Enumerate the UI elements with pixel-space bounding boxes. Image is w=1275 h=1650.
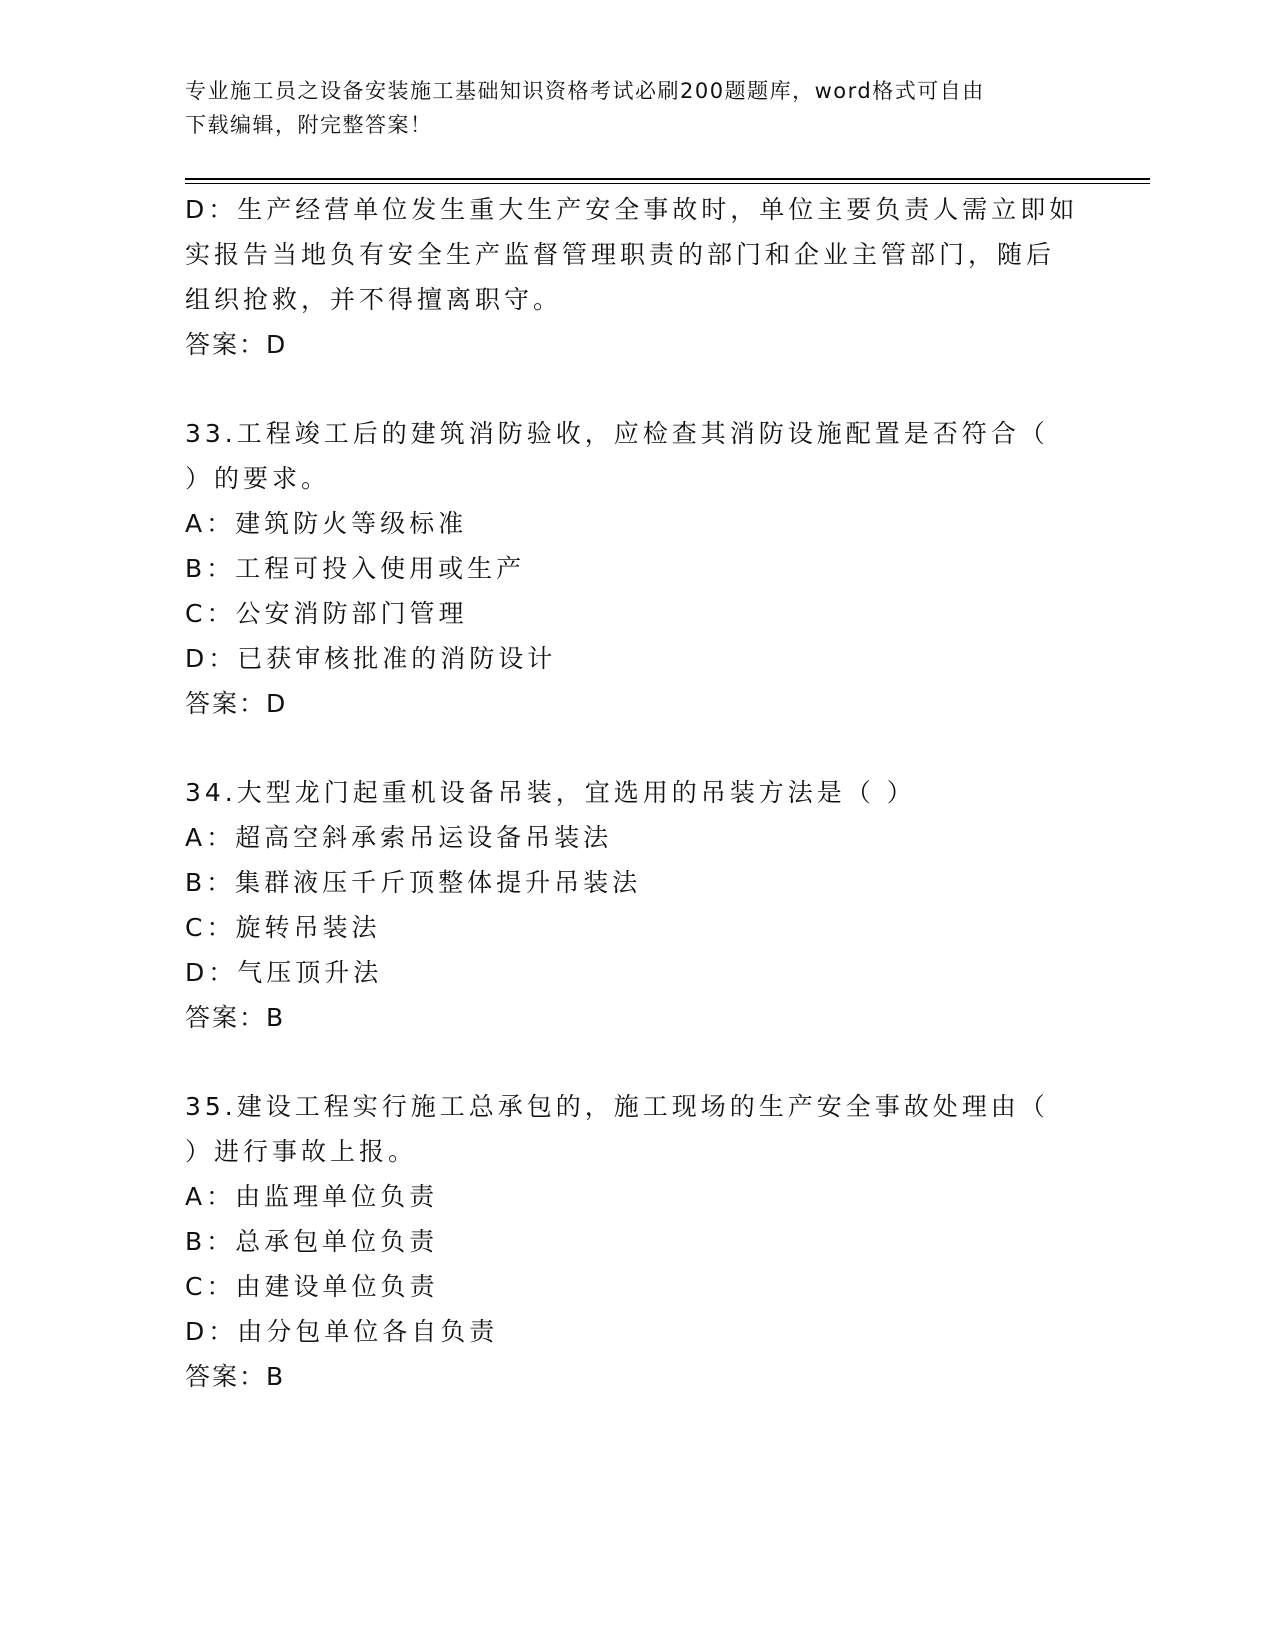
option-d: D：气压顶升法 <box>185 958 383 987</box>
spacer <box>185 1040 1085 1084</box>
question-33 <box>185 411 1085 726</box>
option-b: B：工程可投入使用或生产 <box>185 554 526 583</box>
question-stem: ）进行事故上报。 <box>185 1137 418 1166</box>
header-line-1: 专业施工员之设备安装施工基础知识资格考试必刷200题题库，word格式可自由 <box>185 79 985 103</box>
answer-line: 答案：B <box>185 1003 286 1032</box>
option-a: A：超高空斜承索吊运设备吊装法 <box>185 823 613 852</box>
question-35 <box>185 1084 1085 1399</box>
page-header <box>185 74 1065 142</box>
option-c: C：旋转吊装法 <box>185 913 381 942</box>
question-stem: ）的要求。 <box>185 464 331 493</box>
question-content <box>185 187 1085 1399</box>
question-34 <box>185 770 1085 1040</box>
answer-line: 答案：B <box>185 1362 286 1391</box>
option-text-line: 实报告当地负有安全生产监督管理职责的部门和企业主管部门，随后 <box>185 240 1056 269</box>
question-stem: 35.建设工程实行施工总承包的，施工现场的生产安全事故处理由（ <box>185 1092 1049 1121</box>
header-line-2: 下载编辑，附完整答案！ <box>185 113 433 137</box>
answer-line: 答案：D <box>185 689 288 718</box>
option-c: C：由建设单位负责 <box>185 1272 439 1301</box>
question-stem: 34.大型龙门起重机设备吊装，宜选用的吊装方法是（ ） <box>185 778 916 807</box>
option-text-line: 组织抢救，并不得擅离职守。 <box>185 285 563 314</box>
option-b: B：集群液压千斤顶整体提升吊装法 <box>185 868 642 897</box>
option-c: C：公安消防部门管理 <box>185 599 468 628</box>
option-d: D：由分包单位各自负责 <box>185 1317 499 1346</box>
option-text-line: D：生产经营单位发生重大生产安全事故时，单位主要负责人需立即如 <box>185 195 1079 224</box>
option-d: D：已获审核批准的消防设计 <box>185 644 557 673</box>
previous-question-tail <box>185 187 1085 367</box>
answer-line: 答案：D <box>185 330 288 359</box>
spacer <box>185 367 1085 411</box>
question-stem: 33.工程竣工后的建筑消防验收，应检查其消防设施配置是否符合（ <box>185 419 1049 448</box>
header-divider-thick <box>185 178 1150 180</box>
spacer <box>185 726 1085 770</box>
option-a: A：建筑防火等级标准 <box>185 509 468 538</box>
option-a: A：由监理单位负责 <box>185 1182 439 1211</box>
header-divider-thin <box>185 183 1150 184</box>
option-b: B：总承包单位负责 <box>185 1227 439 1256</box>
